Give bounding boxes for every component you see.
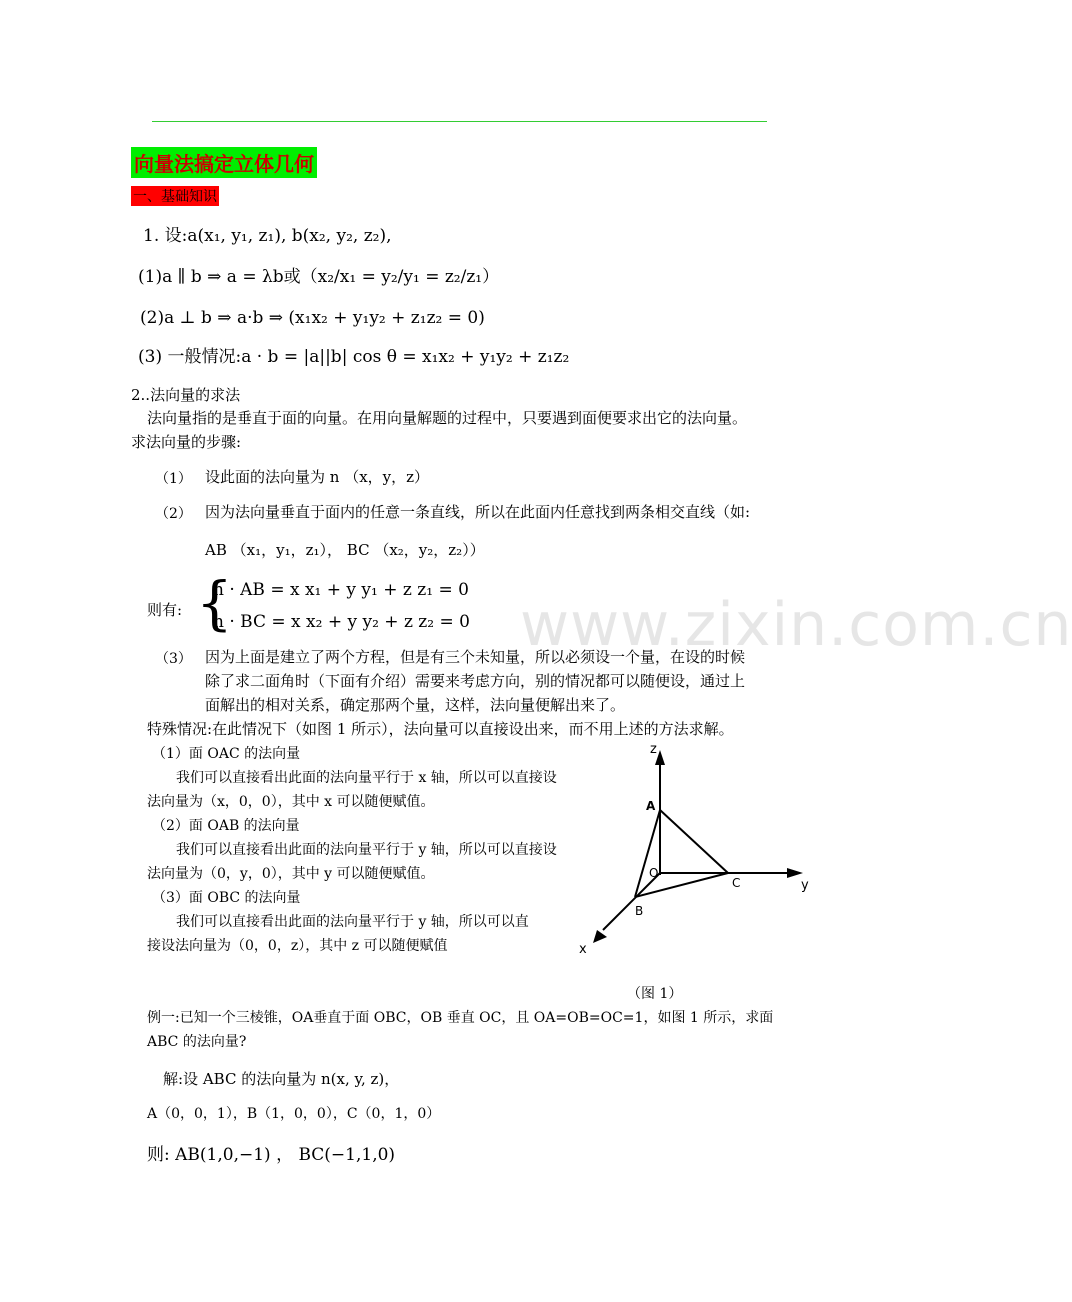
axis-label-x: x [579, 942, 587, 957]
case-title: （1）面 OAC 的法向量 [152, 746, 301, 762]
page-title: 向量法搞定立体几何 [131, 147, 317, 178]
axis-label-z: z [650, 742, 657, 757]
points-text: A（0，0，1），B（1，0，0），C（0，1，0） [147, 1106, 441, 1122]
example-text: ABC 的法向量? [147, 1034, 247, 1050]
step-text: 面解出的相对关系，确定那两个量，这样，法向量便解出来了。 [205, 696, 626, 714]
step-text: 因为法向量垂直于面内的任意一条直线，所以在此面内任意找到两条相交直线（如: [205, 503, 751, 521]
case-text: 我们可以直接看出此面的法向量平行于 x 轴，所以可以直接设 [176, 770, 557, 786]
step-vectors: AB （x₁，y₁，z₁）， BC （x₂，y₂，z₂）） [205, 541, 485, 559]
equation-system-brace: { [196, 569, 233, 637]
x-axis-arrow [593, 930, 607, 943]
example-text: 例一:已知一个三棱锥，OA垂直于面 OBC，OB 垂直 OC，且 OA=OB=OC=1，如图 1 所示，求面 [147, 1010, 774, 1026]
case-title: （3）面 OBC 的法向量 [152, 890, 301, 906]
step-text: 除了求二面角时（下面有介绍）需要来考虑方向，别的情况都可以随便设，通过上 [205, 672, 746, 690]
paragraph-line: 求法向量的步骤: [131, 433, 242, 451]
step-number: （2） [155, 506, 192, 522]
formula-general: (3) 一般情况:a · b = |a||b| cos θ = x₁x₂ + y₁y₂ + z₁z₂ [138, 347, 570, 367]
vertex-label-B: B [635, 904, 644, 918]
step-text: 设此面的法向量为 n （x，y，z） [205, 468, 430, 486]
vertex-label-A: A [646, 799, 656, 813]
section-heading-basics: 一、基础知识 [131, 186, 219, 206]
case-text: 我们可以直接看出此面的法向量平行于 y 轴，所以可以直接设 [176, 842, 557, 858]
equation-2: n · BC = x x₂ + y y₂ + z z₂ = 0 [213, 612, 470, 632]
header-rule [152, 121, 767, 122]
step-number: （3） [155, 651, 192, 667]
vertex-label-C: C [732, 876, 741, 890]
edge-AC [660, 810, 728, 873]
vertex-label-O: O [649, 866, 659, 880]
tetrahedron-figure [565, 735, 825, 960]
case-text: 我们可以直接看出此面的法向量平行于 y 轴，所以可以直 [176, 914, 529, 930]
then-label: 则有: [147, 601, 183, 619]
figure-caption: （图 1） [627, 986, 683, 1002]
case-text: 法向量为（0，y，0），其中 y 可以随便赋值。 [147, 866, 435, 882]
special-case-text: 特殊情况:在此情况下（如图 1 所示），法向量可以直接设出来，而不用上述的方法求解。 [147, 720, 734, 738]
section-heading-normal-vector: 2..法向量的求法 [131, 386, 241, 404]
step-number: （1） [155, 471, 192, 487]
edge-AB [635, 810, 660, 897]
solution-text: 解:设 ABC 的法向量为 n(x, y, z)， [163, 1070, 400, 1088]
formula-perpendicular: (2)a ⊥ b ⇒ a·b ⇒ (x₁x₂ + y₁y₂ + z₁z₂ = 0) [140, 308, 485, 328]
case-title: （2）面 OAB 的法向量 [152, 818, 300, 834]
case-text: 法向量为（x，0，0），其中 x 可以随便赋值。 [147, 794, 435, 810]
equation-1: n · AB = x x₁ + y y₁ + z z₁ = 0 [213, 580, 469, 600]
formula-parallel: (1)a ∥ b ⇒ a = λb或（x₂/x₁ = y₂/y₁ = z₂/z₁） [138, 267, 500, 287]
y-axis-arrow [787, 868, 803, 878]
watermark: www.zixin.com.cn [520, 590, 1072, 660]
formula-define-vectors: 1. 设:a(x₁, y₁, z₁), b(x₂, y₂, z₂), [143, 226, 392, 246]
axis-label-y: y [801, 878, 809, 893]
step-text: 因为上面是建立了两个方程，但是有三个未知量，所以必须设一个量，在设的时候 [205, 648, 746, 666]
vectors-text: 则: AB(1,0,−1) ， BC(−1,1,0) [147, 1145, 396, 1165]
x-axis [603, 873, 660, 930]
case-text: 接设法向量为（0，0，z），其中 z 可以随便赋值 [147, 938, 448, 954]
paragraph-line: 法向量指的是垂直于面的向量。在用向量解题的过程中，只要遇到面便要求出它的法向量。 [147, 409, 748, 427]
